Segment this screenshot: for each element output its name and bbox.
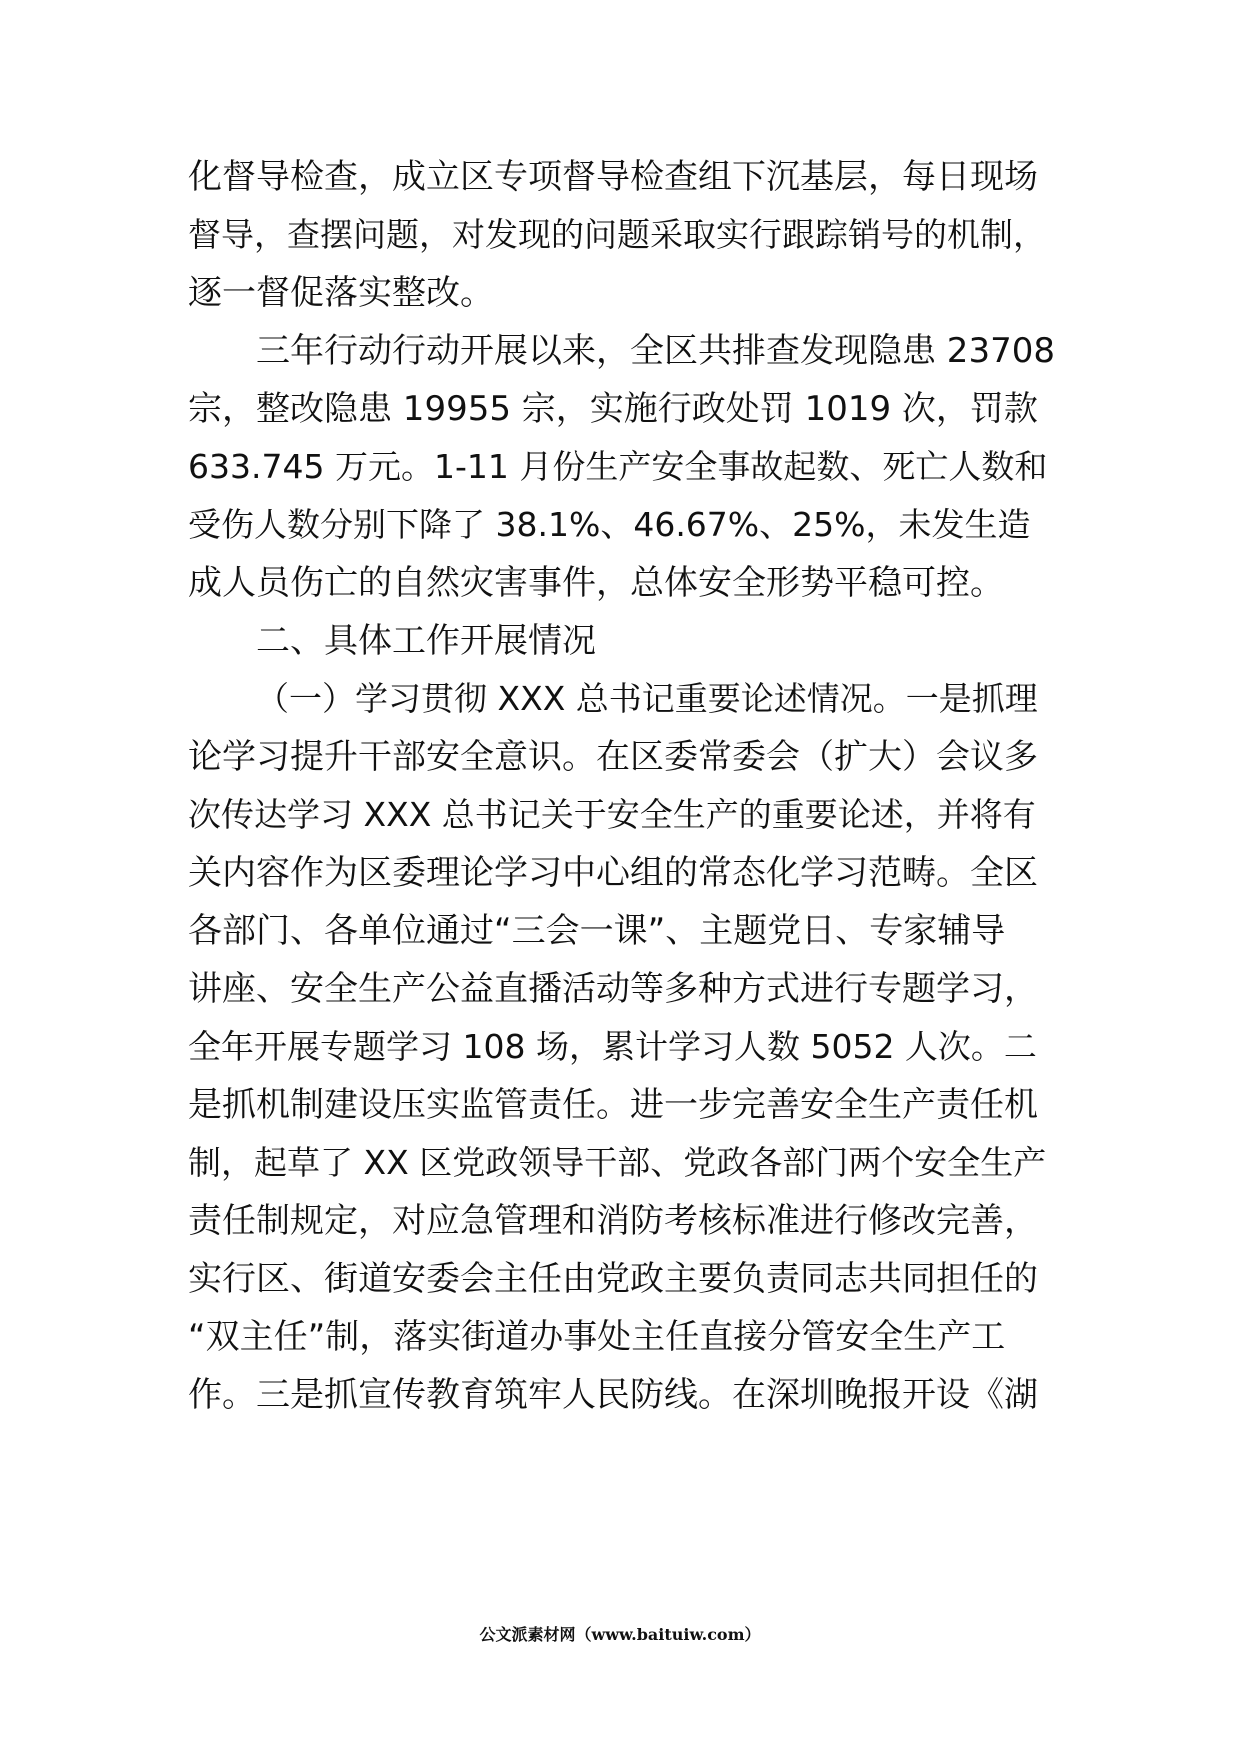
text-line: 关内容作为区委理论学习中心组的常态化学习范畴。全区	[188, 853, 1038, 893]
text-line: 讲座、安全生产公益直播活动等多种方式进行专题学习，	[188, 969, 1038, 1009]
text-line: 受伤人数分别下降了 38.1%、46.67%、25%，未发生造	[188, 505, 1031, 544]
text-line: 各部门、各单位通过“三会一课”、主题党日、专家辅导	[188, 911, 1006, 951]
text-line: 论学习提升干部安全意识。在区委常委会（扩大）会议多	[188, 737, 1038, 777]
text-line: 责任制规定，对应急管理和消防考核标准进行修改完善，	[188, 1201, 1038, 1241]
page-footer-watermark: 公文派素材网（www.baituiw.com）	[479, 1625, 761, 1644]
paragraph-start-line: （一）学习贯彻 XXX 总书记重要论述情况。一是抓理	[256, 679, 1038, 718]
text-line: 是抓机制建设压实监管责任。进一步完善安全生产责任机	[188, 1085, 1038, 1125]
text-line: 次传达学习 XXX 总书记关于安全生产的重要论述，并将有	[188, 795, 1036, 834]
section-heading: 二、具体工作开展情况	[256, 621, 596, 661]
text-line: 成人员伤亡的自然灾害事件，总体安全形势平稳可控。	[188, 563, 1004, 603]
text-line: 逐一督促落实整改。	[188, 273, 494, 313]
text-line: 化督导检查，成立区专项督导检查组下沉基层，每日现场	[188, 157, 1038, 197]
text-line: 全年开展专题学习 108 场，累计学习人数 5052 人次。二	[188, 1027, 1037, 1066]
paragraph-start-line: 三年行动行动开展以来，全区共排查发现隐患 23708	[256, 331, 1055, 371]
text-line: 作。三是抓宣传教育筑牢人民防线。在深圳晚报开设《湖	[188, 1375, 1038, 1415]
text-line: “双主任”制，落实街道办事处主任直接分管安全生产工	[188, 1317, 1006, 1357]
text-line: 633.745 万元。1-11 月份生产安全事故起数、死亡人数和	[188, 447, 1048, 486]
text-line: 宗，整改隐患 19955 宗，实施行政处罚 1019 次，罚款	[188, 389, 1038, 429]
text-line: 实行区、街道安委会主任由党政主要负责同志共同担任的	[188, 1259, 1038, 1299]
text-line: 制，起草了 XX 区党政领导干部、党政各部门两个安全生产	[188, 1143, 1047, 1182]
text-line: 督导，查摆问题，对发现的问题采取实行跟踪销号的机制，	[188, 215, 1046, 254]
